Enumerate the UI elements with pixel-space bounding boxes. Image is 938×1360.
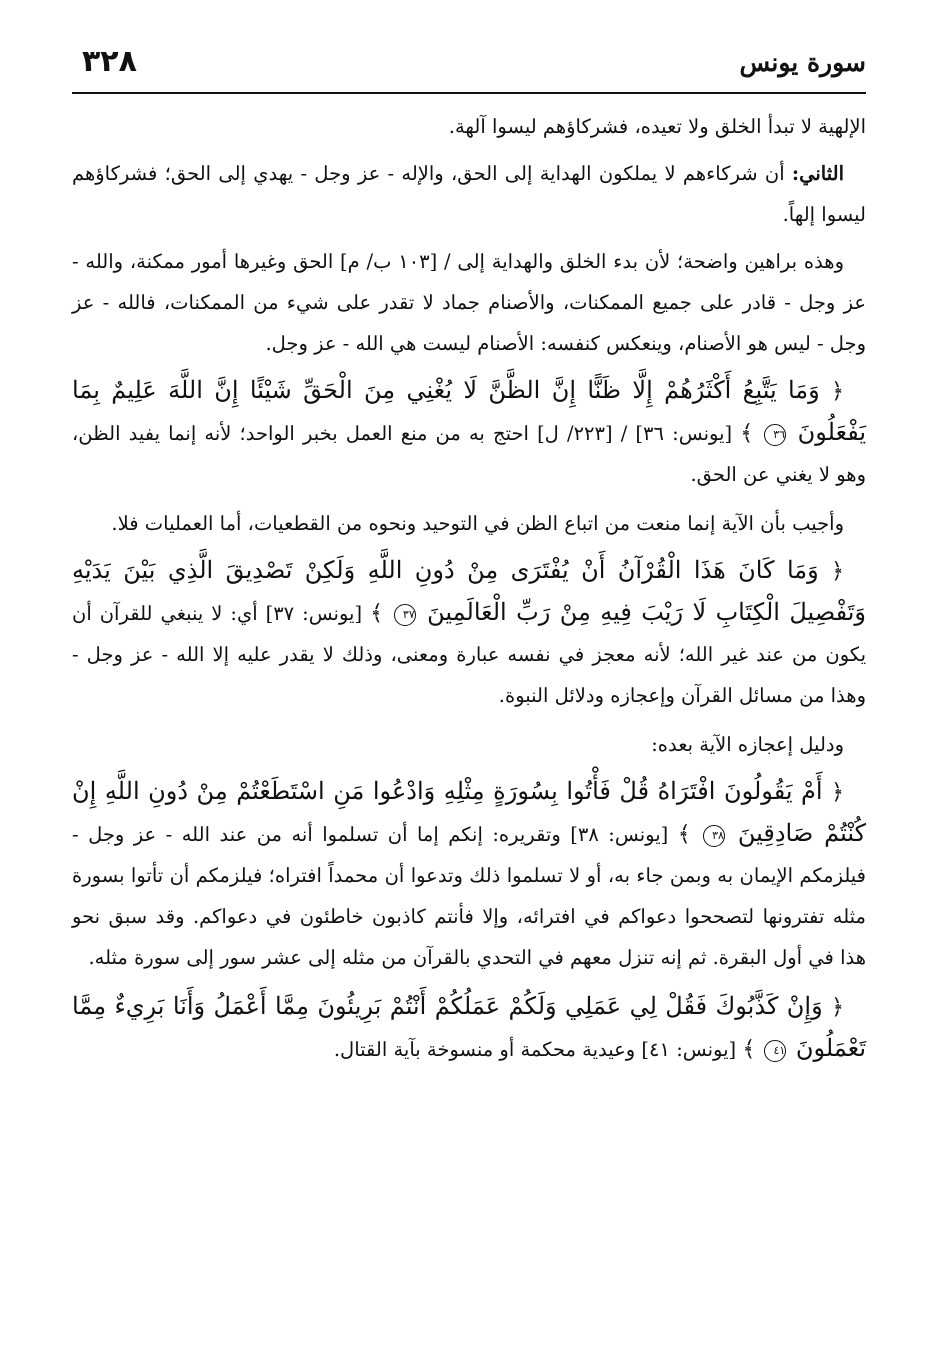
verse-paragraph [72, 550, 866, 716]
aya-number-mark: ٣٦ [764, 424, 786, 446]
verse-open-bracket: ﴿ [831, 995, 844, 1020]
verse-paragraph [72, 986, 866, 1070]
running-title: سورة يونس [739, 48, 866, 77]
quran-verse: أَمْ يَقُولُونَ افْتَرَاهُ قُلْ فَأْتُوا بِسُورَةٍ مِثْلِهِ وَادْعُوا مَنِ اسْتَطَعْتُمْ مِنْ دُونِ اللَّهِ إِنْ كُنْتُمْ صَادِقِينَ [72, 777, 867, 847]
paragraph-text: أن شركاءهم لا يملكون الهداية إلى الحق، والإله - عز وجل - يهدي إلى الحق؛ فشركاؤهم ليسوا إلهاً. [72, 162, 866, 226]
verse-close-bracket: ﴾ [370, 601, 392, 626]
page [72, 40, 866, 1078]
aya-number-mark: ٤١ [764, 1040, 786, 1062]
paragraph-text: ودليل إعجازه الآية بعده: [651, 733, 844, 756]
aya-number-mark: ٣٧ [394, 604, 416, 626]
commentary-text: [يونس: ٣٨] وتقريره: إنكم إما أن تسلموا أنه من عند الله - عز وجل - فيلزمكم الإيمان به وبمن جاء به، أو لا تسلموا ذلك وتدعوا أن محمداً افتراه؛ فيلزمكم أن تأتوا بسورة مثله تفترونها لتصححوا دعواكم في افترائه، وإلا فأنتم كاذبون خاطئون في دعواكم. وقد سبق نحو هذا في أول البقرة. ثم إنه تنزل معهم في التحدي بالقرآن من مثله إلى عشر سور إلى سورة مثله. [72, 823, 866, 969]
verse-open-bracket: ﴿ [831, 559, 845, 584]
verse-open-bracket: ﴿ [831, 780, 844, 805]
verse-close-bracket: ﴾ [740, 421, 763, 446]
commentary-text: [يونس: ٣٧] أي: لا ينبغي للقرآن أن يكون من عند غير الله؛ لأنه معجز في نفسه عبارة ومعنى، وذلك لا يقدر عليه إلا الله - عز وجل - وهذا من مسائل القرآن وإعجازه ودلائل النبوة. [72, 602, 866, 707]
verse-open-bracket: ﴿ [831, 379, 844, 404]
paragraph [72, 724, 866, 765]
quran-verse: وَمَا يَتَّبِعُ أَكْثَرُهُمْ إِلَّا ظَنًّا إِنَّ الظَّنَّ لَا يُغْنِي مِنَ الْحَقِّ شَيْئًا إِنَّ اللَّهَ عَلِيمٌ بِمَا يَفْعَلُونَ [72, 376, 867, 446]
aya-number-mark: ٣٨ [703, 825, 725, 847]
paragraph-text: الإلهية لا تبدأ الخلق ولا تعيده، فشركاؤهم ليسوا آلهة. [448, 115, 866, 138]
quran-verse: وَإِنْ كَذَّبُوكَ فَقُلْ لِي عَمَلِي وَلَكُمْ عَمَلُكُمْ أَنْتُمْ بَرِيئُونَ مِمَّا أَعْمَلُ وَأَنَا بَرِيءٌ مِمَّا تَعْمَلُونَ [72, 992, 866, 1062]
page-body [72, 106, 866, 1070]
verse-close-bracket: ﴾ [677, 822, 701, 847]
paragraph-text: وأجيب بأن الآية إنما منعت من اتباع الظن في التوحيد ونحوه من القطعيات، أما العمليات فلا. [111, 512, 844, 535]
paragraph [72, 241, 866, 364]
paragraph [72, 503, 866, 544]
paragraph-label: الثاني: [791, 162, 844, 185]
paragraph [72, 106, 866, 147]
page-number: ٣٢٨ [82, 44, 137, 79]
commentary-text: [يونس: ٤١] وعيدية محكمة أو منسوخة بآية القتال. [333, 1038, 743, 1061]
verse-paragraph [72, 771, 866, 978]
verse-paragraph [72, 370, 866, 495]
quran-verse: وَمَا كَانَ هَذَا الْقُرْآنُ أَنْ يُفْتَرَى مِنْ دُونِ اللَّهِ وَلَكِنْ تَصْدِيقَ الَّذِي بَيْنَ يَدَيْهِ وَتَفْصِيلَ الْكِتَابِ لَا رَيْبَ فِيهِ مِنْ رَبِّ الْعَالَمِينَ [72, 556, 866, 626]
commentary-text: [يونس: ٣٦] / [٢٢٣/ ل] احتج به من منع العمل بخبر الواحد؛ لأنه إنما يفيد الظن، وهو لا يغني عن الحق. [72, 422, 866, 486]
verse-close-bracket: ﴾ [742, 1037, 763, 1062]
paragraph [72, 153, 866, 235]
page-header [72, 40, 866, 94]
paragraph-text: وهذه براهين واضحة؛ لأن بدء الخلق والهداية إلى / [١٠٣ ب/ م] الحق وغيرها أمور ممكنة، والله - عز وجل - قادر على جميع الممكنات، والأصنام جماد لا تقدر على شيء من الممكنات، فالله - عز وجل - ليس هو الأصنام، وينعكس كنفسه: الأصنام ليست هي الله - عز وجل. [72, 250, 866, 355]
